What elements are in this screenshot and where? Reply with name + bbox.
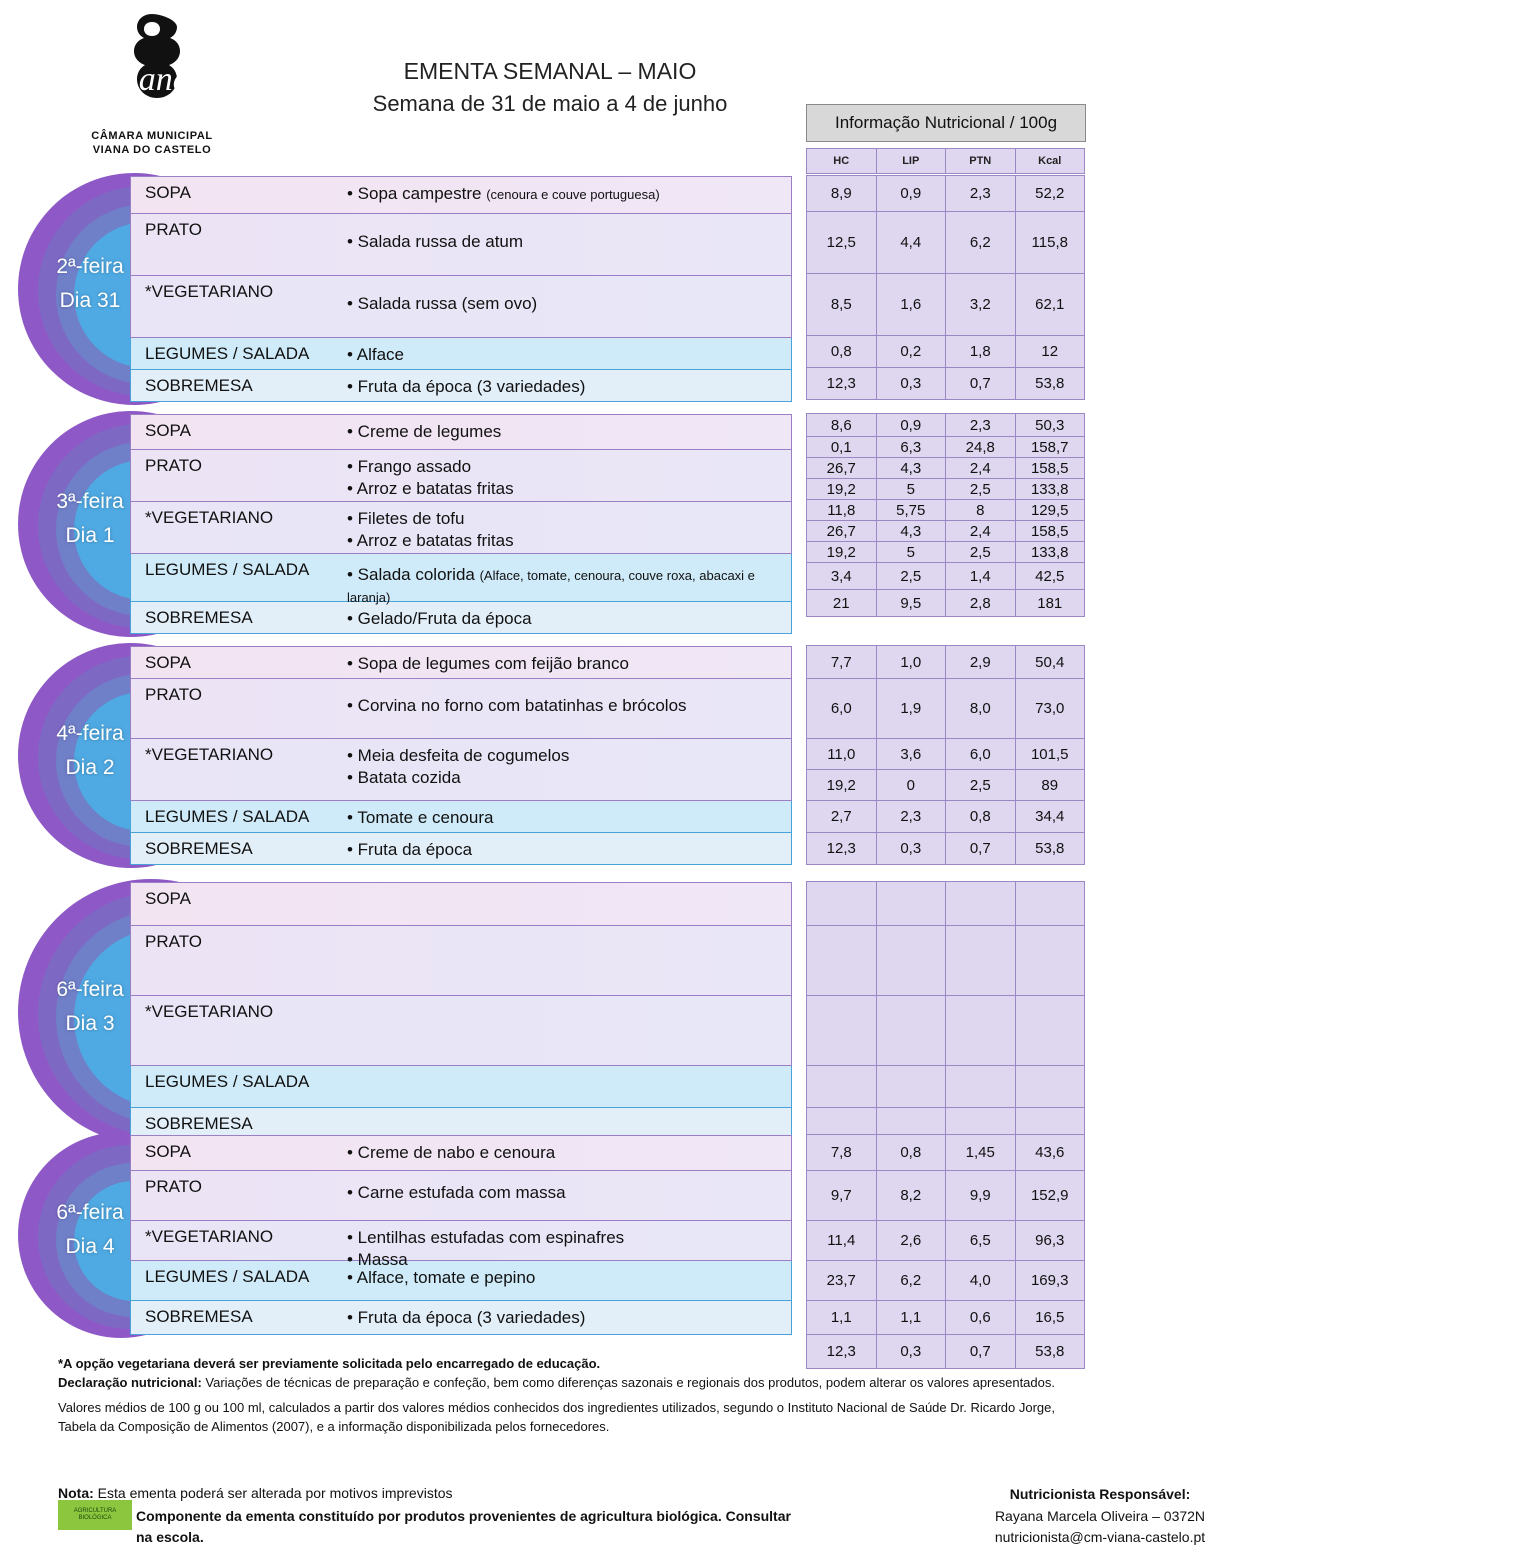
menu-row [130,450,792,502]
day-rows [130,414,792,634]
nutrition-cell: 1,1 [876,1300,947,1335]
nutrition-cell: 6,0 [806,678,877,739]
row-category: SOBREMESA [145,608,253,627]
nutrition-cell: 2,3 [945,413,1016,437]
nutrition-cell: 8,9 [806,175,877,212]
row-dish [343,276,791,337]
dish-line: • Salada russa de atum [347,232,524,251]
nutrition-cell: 12,3 [806,832,877,865]
nutrition-row [806,1335,1084,1369]
day-label-date: Dia 31 [59,289,121,312]
menu-row [130,801,792,833]
nutrition-cell: 0,1 [806,436,877,458]
nutrition-row [806,437,1084,458]
nutrition-cell: 8,0 [945,678,1016,739]
dish-line: • Carne estufada com massa [347,1183,566,1202]
nutritionist-email: nutricionista@cm-viana-castelo.pt [994,1529,1206,1546]
nutrition-table-day-1 [806,176,1084,400]
row-dish [343,883,791,925]
nutrition-cell: 73,0 [1015,678,1086,739]
row-dish [343,647,791,678]
nutrition-cell [876,995,947,1066]
nutrition-cell: 2,4 [945,520,1016,542]
nutrition-cell [945,995,1016,1066]
menu-row [130,1171,792,1221]
row-dish [343,996,791,1065]
row-category: PRATO [145,220,202,239]
nutrition-cell: 3,2 [945,273,1016,336]
nutrition-cell: 6,5 [945,1220,1016,1261]
menu-row [130,176,792,214]
row-category: SOBREMESA [145,1114,253,1133]
nutrition-cell: 50,3 [1015,413,1086,437]
nutrition-cell [876,1065,947,1108]
nutrition-cell: 0,3 [876,1334,947,1369]
row-category: LEGUMES / SALADA [145,807,310,826]
nutrition-cell [876,881,947,926]
nutrition-cell: 16,5 [1015,1300,1086,1335]
nutrition-cell: 5,75 [876,499,947,521]
nutrition-row [806,1261,1084,1301]
row-dish [343,679,791,738]
nutrition-cell: 1,1 [806,1300,877,1335]
nutrition-row [806,996,1084,1066]
row-category: SOBREMESA [145,376,253,395]
nutrition-row [806,1066,1084,1108]
nutrition-cell: 129,5 [1015,499,1086,521]
nutrition-cell: 0,8 [945,800,1016,833]
row-category: *VEGETARIANO [145,745,274,764]
row-dish [343,177,791,213]
nutrition-row [806,882,1084,926]
nutrition-cell: 6,0 [945,738,1016,770]
row-dish [343,602,791,633]
nutrition-cell: 2,3 [876,800,947,833]
row-category: LEGUMES / SALADA [145,1267,310,1286]
row-dish [343,1261,791,1300]
menu-row [130,882,792,926]
row-category: *VEGETARIANO [145,508,274,527]
nutrition-cell: 0,7 [945,1334,1016,1369]
nutrition-cell [1015,925,1086,996]
day-label-weekday: 6ª-feira [56,1201,124,1224]
nutrition-cell: 0,2 [876,335,947,368]
nutrition-table-day-2 [806,414,1084,617]
nutrition-col-kcal: Kcal [1015,148,1086,174]
dish-line: • Fruta da época [347,840,473,859]
nutrition-cell: 43,6 [1015,1134,1086,1171]
row-category: PRATO [145,685,202,704]
row-dish [343,214,791,275]
menu-row [130,1221,792,1270]
nutrition-cell: 158,5 [1015,457,1086,479]
nutrition-cell [1015,881,1086,926]
nutrition-cell: 7,8 [806,1134,877,1171]
day-label-date: Dia 3 [65,1012,115,1035]
nutrition-row [806,336,1084,368]
nutrition-cell: 6,3 [876,436,947,458]
day-label-date: Dia 2 [65,755,115,779]
nutrition-row [806,833,1084,865]
nutrition-row [806,926,1084,996]
logo-line-2: VIANA DO CASTELO [92,143,212,156]
row-dish [343,554,791,606]
nutrition-cell: 8,2 [876,1170,947,1221]
row-category: *VEGETARIANO [145,1002,274,1021]
nutrition-cell: 0 [876,769,947,801]
nutrition-cell: 53,8 [1015,832,1086,865]
nutrition-cell: 12 [1015,335,1086,368]
nutrition-cell: 42,5 [1015,562,1086,590]
note-block [58,1483,798,1548]
nutrition-row [806,563,1084,590]
nutrition-row [806,1171,1084,1221]
logo-icon [62,10,242,128]
row-dish [343,1221,791,1270]
row-category: SOPA [145,889,191,908]
nutrition-cell: 2,5 [876,562,947,590]
dish-line: • Arroz e batatas fritas [347,531,514,551]
day-rows [130,646,792,865]
dish-line: • Massa [347,1250,408,1270]
page-title: EMENTA SEMANAL – MAIO [403,58,697,84]
nutrition-cell: 7,7 [806,645,877,679]
nutrition-cell: 12,5 [806,211,877,274]
nutrition-cell: 1,8 [945,335,1016,368]
nutrition-row [806,590,1084,617]
nutrition-cell: 12,3 [806,367,877,400]
nutrition-cell: 52,2 [1015,175,1086,212]
nutrition-cell: 89 [1015,769,1086,801]
nutrition-cell: 158,7 [1015,436,1086,458]
nutrition-cell: 19,2 [806,541,877,563]
nutrition-cell: 0,3 [876,367,947,400]
nutrition-cell: 101,5 [1015,738,1086,770]
dish-line: • Fruta da época (3 variedades) [347,377,586,396]
dish-line: • Salada russa (sem ovo) [347,294,538,313]
nutrition-cell: 2,6 [876,1220,947,1261]
nutrition-cell: 1,4 [945,562,1016,590]
nutrition-cell: 2,7 [806,800,877,833]
nutrition-col-lip: LIP [876,148,947,174]
nutrition-cell: 0,8 [876,1134,947,1171]
nutrition-cell: 12,3 [806,1334,877,1369]
row-category: LEGUMES / SALADA [145,344,310,363]
nutrition-cell: 8,6 [806,413,877,437]
menu-row [130,370,792,402]
row-dish [343,833,791,864]
dish-line: • Alface, tomate e pepino [347,1268,536,1287]
dish-line: • Batata cozida [347,768,461,788]
nutrition-cell: 53,8 [1015,1334,1086,1369]
dish-line: • Creme de legumes [347,422,502,441]
nutrition-row [806,458,1084,479]
note-text: Esta ementa poderá ser alterada por motivos imprevistos [93,1485,453,1501]
nutrition-header: Informação Nutricional / 100g [806,104,1086,142]
note-line [58,1483,798,1504]
nutrition-cell: 50,4 [1015,645,1086,679]
nutrition-cell: 6,2 [945,211,1016,274]
nutrition-row [806,739,1084,770]
row-dish [343,1136,791,1170]
row-dish [343,502,791,553]
nutrition-cell [945,881,1016,926]
nutrition-cell: 19,2 [806,769,877,801]
nutrition-col-hc: HC [806,148,877,174]
day-label-weekday: 2ª-feira [56,255,124,278]
dish-line: • Meia desfeita de cogumelos [347,746,570,765]
nutrition-cell: 0,3 [876,832,947,865]
nutrition-table-day-4 [806,882,1084,1170]
nutrition-cell: 133,8 [1015,478,1086,500]
nutrition-cell: 8 [945,499,1016,521]
nutrition-cell: 181 [1015,589,1086,617]
row-category: PRATO [145,1177,202,1196]
footnote-declaration-label: Declaração nutricional: [58,1374,202,1390]
nutrition-cell: 1,9 [876,678,947,739]
nutrition-cell: 9,5 [876,589,947,617]
menu-row [130,338,792,370]
nutrition-cell [806,995,877,1066]
day-label-weekday: 6ª-feira [56,978,124,1001]
nutrition-cell [806,1065,877,1108]
nutrition-cell: 0,8 [806,335,877,368]
nutrition-row [806,414,1084,437]
row-category: SOBREMESA [145,1307,253,1326]
nutrition-cell: 0,7 [945,367,1016,400]
viana-logo [62,10,242,158]
nutrition-table-day-5 [806,1135,1084,1369]
day-label-weekday: 4ª-feira [56,721,124,745]
nutrition-cell: 158,5 [1015,520,1086,542]
nutrition-table-day-3 [806,646,1084,865]
dish-line: • Alface [347,345,404,364]
nutrition-cell: 2,8 [945,589,1016,617]
nutrition-cell: 53,8 [1015,367,1086,400]
row-dish [343,926,791,995]
nutrition-cell: 26,7 [806,520,877,542]
dish-line: • Filetes de tofu [347,509,465,528]
nutrition-cell: 1,0 [876,645,947,679]
nutrition-cell: 24,8 [945,436,1016,458]
logo-line-1: CÂMARA MUNICIPAL [91,130,213,142]
nutrition-cell: 1,6 [876,273,947,336]
row-category: PRATO [145,456,202,475]
bio-note: Componente da ementa constituído por produtos provenientes de agricultura biológica. Consultar na escola. [136,1508,791,1545]
menu-row [130,1261,792,1301]
menu-row [130,414,792,450]
nutrition-cell: 2,5 [945,541,1016,563]
menu-row [130,602,792,634]
nutrition-cell: 9,9 [945,1170,1016,1221]
row-category: SOBREMESA [145,839,253,858]
nutrition-row [806,521,1084,542]
menu-row [130,276,792,338]
day-label-date: Dia 1 [65,524,115,547]
row-category: *VEGETARIANO [145,1227,274,1246]
page-subtitle: Semana de 31 de maio a 4 de junho [372,91,728,116]
menu-row [130,996,792,1066]
nutrition-cell: 34,4 [1015,800,1086,833]
nutrition-cell: 3,4 [806,562,877,590]
menu-row [130,926,792,996]
row-category: SOPA [145,183,191,202]
row-category: PRATO [145,932,202,951]
nutrition-cell [945,1065,1016,1108]
nutrition-cell: 6,2 [876,1260,947,1301]
menu-row [130,833,792,865]
bio-badge-icon: AGRICULTURA BIOLÓGICA [58,1500,132,1530]
nutrition-cell: 8,5 [806,273,877,336]
nutrition-cell: 2,5 [945,769,1016,801]
dish-line: • Creme de nabo e cenoura [347,1143,556,1162]
note-label: Nota: [58,1485,94,1501]
nutrition-cell: 21 [806,589,877,617]
nutrition-cell: 23,7 [806,1260,877,1301]
nutrition-cell: 2,9 [945,645,1016,679]
row-dish [343,801,791,832]
nutrition-cell: 0,6 [945,1300,1016,1335]
nutrition-cell: 2,4 [945,457,1016,479]
row-dish [343,1171,791,1220]
nutrition-row [806,212,1084,274]
dish-line: • Frango assado [347,457,472,476]
nutrition-cell: 4,3 [876,520,947,542]
dish-line: • Gelado/Fruta da época [347,609,532,628]
row-dish [343,415,791,449]
dish-line: • Fruta da época (3 variedades) [347,1308,586,1327]
nutrition-row [806,500,1084,521]
menu-row [130,1301,792,1335]
nutrition-row [806,1301,1084,1335]
nutrition-row [806,176,1084,212]
row-dish [343,450,791,501]
row-dish [343,739,791,800]
nutrition-cell: 11,0 [806,738,877,770]
footnote-vegetarian: *A opção vegetariana deverá ser previamente solicitada pelo encarregado de educação. [58,1356,601,1371]
day-label-weekday: 3ª-feira [56,490,124,513]
nutrition-cell: 2,3 [945,175,1016,212]
dish-line: • Lentilhas estufadas com espinafres [347,1228,625,1247]
row-category: *VEGETARIANO [145,282,274,301]
menu-row [130,679,792,739]
row-category: SOPA [145,653,191,672]
nutrition-cell: 152,9 [1015,1170,1086,1221]
nutrition-cell: 1,45 [945,1134,1016,1171]
dish-line: • Tomate e cenoura [347,808,494,827]
nutrition-row [806,274,1084,336]
dish-line: • Corvina no forno com batatinhas e brócolos [347,696,687,715]
menu-row [130,554,792,606]
nutrition-cell: 0,7 [945,832,1016,865]
nutrition-cell [1015,1065,1086,1108]
nutritionist-name: Rayana Marcela Oliveira – 0372N [994,1507,1206,1524]
menu-row [130,214,792,276]
nutrition-row [806,646,1084,679]
nutrition-cell [945,925,1016,996]
day-rows [130,1135,792,1335]
row-dish [343,1066,791,1107]
nutrition-row [806,770,1084,801]
nutrition-cell: 62,1 [1015,273,1086,336]
nutrition-cell: 4,3 [876,457,947,479]
row-category: SOPA [145,1142,191,1161]
menu-row [130,1066,792,1108]
menu-row [130,502,792,554]
nutrition-cell: 96,3 [1015,1220,1086,1261]
logo-subtitle [62,130,242,158]
row-dish [343,1301,791,1334]
row-dish [343,370,791,401]
nutrition-cell: 169,3 [1015,1260,1086,1301]
nutrition-cell: 9,7 [806,1170,877,1221]
nutrition-cell: 26,7 [806,457,877,479]
nutrition-cell: 5 [876,541,947,563]
menu-row [130,1135,792,1171]
nutrition-cell: 0,9 [876,175,947,212]
svg-text:viana: viana [114,61,190,98]
menu-row [130,646,792,679]
footnote-declaration [58,1374,1078,1393]
nutrition-row [806,679,1084,739]
row-dish [343,338,791,369]
nutrition-row [806,1135,1084,1171]
nutritionist-block [820,1484,1380,1549]
dish-line: • Arroz e batatas fritas [347,479,514,499]
nutrition-cell [806,925,877,996]
nutrition-cell: 19,2 [806,478,877,500]
nutrition-cell: 3,6 [876,738,947,770]
row-category: LEGUMES / SALADA [145,560,310,579]
nutrition-cell: 115,8 [1015,211,1086,274]
nutrition-cell: 4,0 [945,1260,1016,1301]
day-rows [130,176,792,402]
dish-line: • Sopa campestre (cenoura e couve portuguesa) [347,184,660,203]
nutritionist-title: Nutricionista Responsável: [1009,1486,1191,1502]
nutrition-cell [1015,995,1086,1066]
nutrition-cell [806,881,877,926]
nutrition-row [806,368,1084,400]
nutrition-row [806,479,1084,500]
nutrition-cell [876,925,947,996]
row-category: SOPA [145,421,191,440]
dish-line: • Sopa de legumes com feijão branco [347,654,629,673]
nutrition-cell: 2,5 [945,478,1016,500]
nutrition-cell: 4,4 [876,211,947,274]
nutrition-row [806,801,1084,833]
day-rows [130,882,792,1142]
nutrition-cell: 5 [876,478,947,500]
nutrition-cell: 11,8 [806,499,877,521]
row-category: LEGUMES / SALADA [145,1072,310,1091]
day-label-date: Dia 4 [65,1235,115,1258]
nutrition-row [806,1221,1084,1261]
menu-row [130,739,792,801]
title-block [290,58,810,117]
footnote-declaration-text: Variações de técnicas de preparação e confeção, bem como diferenças sazonais e regionais dos produtos, podem alterar os valores apresentados. [201,1374,1055,1390]
nutrition-column-headers [806,148,1084,174]
footnote-values: Valores médios de 100 g ou 100 ml, calculados a partir dos valores médios conhecidos dos ingredientes utilizados, segundo o Instituto Nacional de Saúde Dr. Ricardo Jorge, Tabela da Composição de Alimentos (2007), e a informação disponibilizada pelos fornecedores. [58,1399,1056,1434]
nutrition-row [806,542,1084,563]
nutrition-col-ptn: PTN [945,148,1016,174]
dish-line: • Salada colorida (Alface, tomate, cenoura, couve roxa, abacaxi e laranja) [347,565,755,606]
nutrition-cell: 0,9 [876,413,947,437]
nutrition-cell: 11,4 [806,1220,877,1261]
nutrition-cell: 133,8 [1015,541,1086,563]
